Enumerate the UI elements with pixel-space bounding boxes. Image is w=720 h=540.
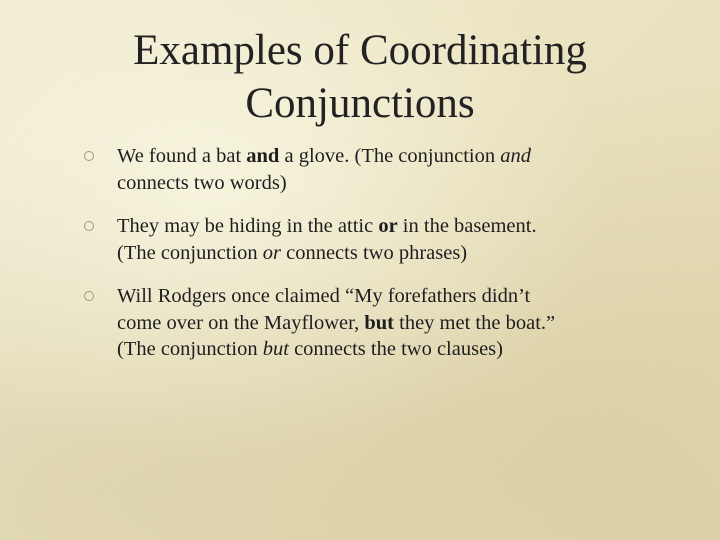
bullet-text: connects the two clauses): [288, 338, 503, 360]
slide-title: [60, 24, 660, 130]
bullet-text: (The conjunction: [117, 241, 263, 264]
title-line-1: Examples of Coordinating: [133, 27, 587, 74]
bullet-keyword: and: [246, 145, 280, 167]
bullet-item: [84, 143, 644, 196]
bullet-text: connects two phrases): [280, 241, 468, 264]
bullet-text: They may be hiding in the attic: [117, 215, 379, 237]
title-line-2: Conjunctions: [245, 80, 475, 127]
bullet-text: a glove. (The conjunction: [279, 145, 501, 167]
bullet-text: they met the boat.”: [394, 311, 556, 334]
bullet-italic: but: [262, 338, 289, 360]
bullet-item: [84, 213, 644, 266]
bullet-text: come over on the Mayflower,: [117, 311, 365, 334]
bullet-italic: and: [500, 145, 531, 167]
bullet-text: (The conjunction: [117, 338, 263, 360]
bullet-text: Will Rodgers once claimed “My forefathers didn’t: [117, 285, 531, 307]
bullet-text: We found a bat: [117, 145, 247, 167]
bullet-text: in the basement.: [397, 215, 537, 237]
bullet-keyword: or: [378, 215, 398, 237]
circle-bullet-icon: [84, 291, 94, 301]
circle-bullet-icon: [84, 151, 94, 161]
bullet-italic: or: [262, 241, 281, 264]
bullet-text: connects two words): [117, 171, 287, 194]
bullet-keyword: but: [364, 311, 395, 334]
bullet-list: [84, 143, 644, 380]
bullet-item: [84, 283, 644, 363]
circle-bullet-icon: [84, 221, 94, 231]
